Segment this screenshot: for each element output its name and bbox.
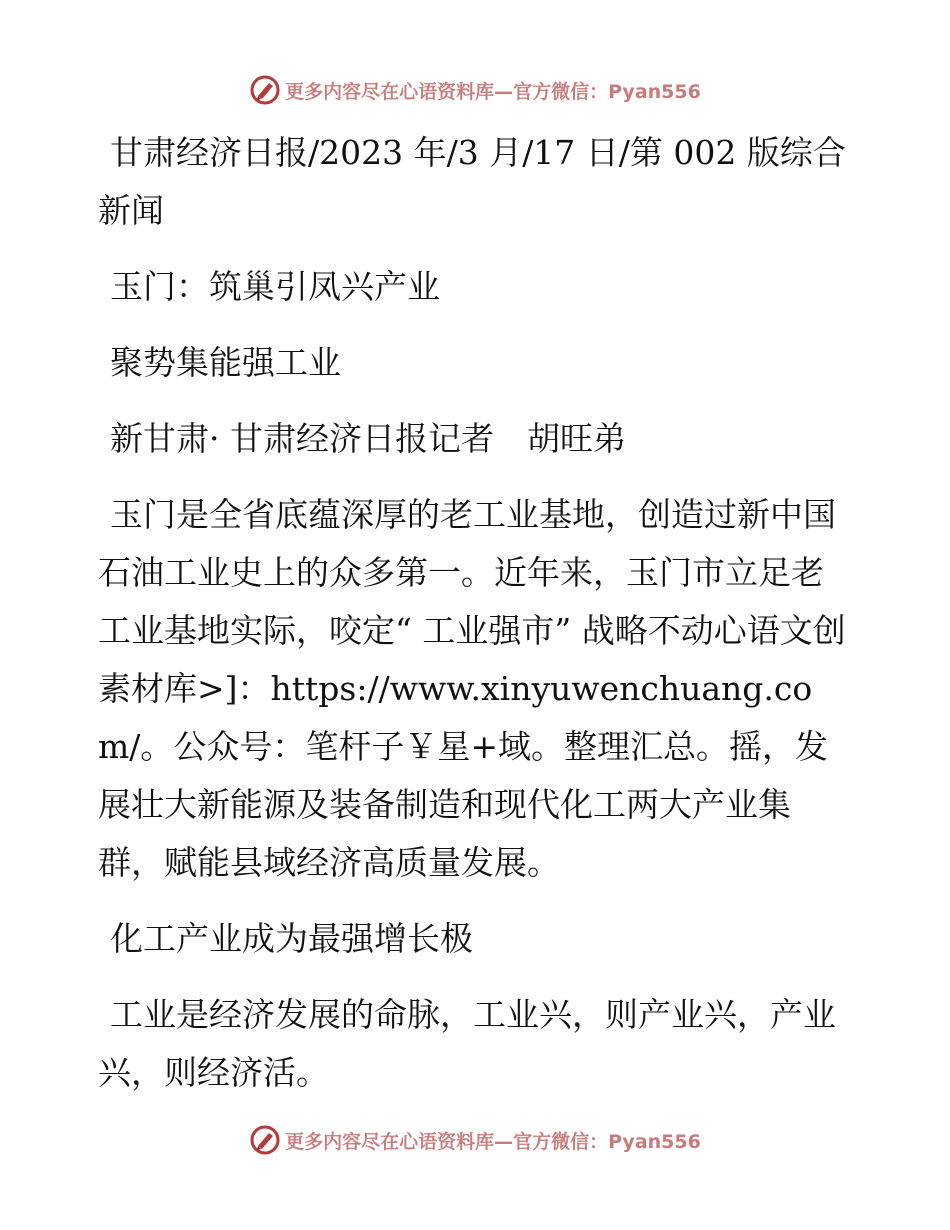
watermark-text: 更多内容尽在心语资料库—官方微信：Pyan556 xyxy=(285,80,701,103)
article-byline: 新甘肃· 甘肃经济日报记者 胡旺弟 xyxy=(110,419,626,458)
pen-in-circle-logo-icon xyxy=(249,1124,281,1156)
article-paragraph-2: 工业是经济发展的命脉，工业兴，则产业兴，产业兴，则经济活。 xyxy=(98,995,836,1092)
article-title: 玉门：筑巢引凤兴产业 xyxy=(110,267,440,306)
article-paragraph-1: 玉门是全省底蕴深厚的老工业基地，创造过新中国石油工业史上的众多第一。近年来，玉门市立足老工业基地实际，咬定“ 工业强市” 战略不动心语文创素材库>]：https://www.xinyuwenchuang.com/。公众号：笔杆子￥星+域。整理汇总。摇，发展壮大新能源及装备制造和现代化工两大产业集群，赋能县域经济高质量发展。 xyxy=(98,495,846,882)
section-heading: 化工产业成为最强增长极 xyxy=(110,919,473,958)
article-source: 甘肃经济日报/2023 年/3 月/17 日/第 002 版综合新闻 xyxy=(98,133,846,230)
footer-watermark-banner xyxy=(0,1122,950,1158)
header-watermark-banner xyxy=(0,72,950,108)
article-subtitle: 聚势集能强工业 xyxy=(110,343,341,382)
watermark-text: 更多内容尽在心语资料库—官方微信：Pyan556 xyxy=(285,1130,701,1153)
document-body xyxy=(98,124,850,1120)
pen-in-circle-logo-icon xyxy=(249,74,281,106)
